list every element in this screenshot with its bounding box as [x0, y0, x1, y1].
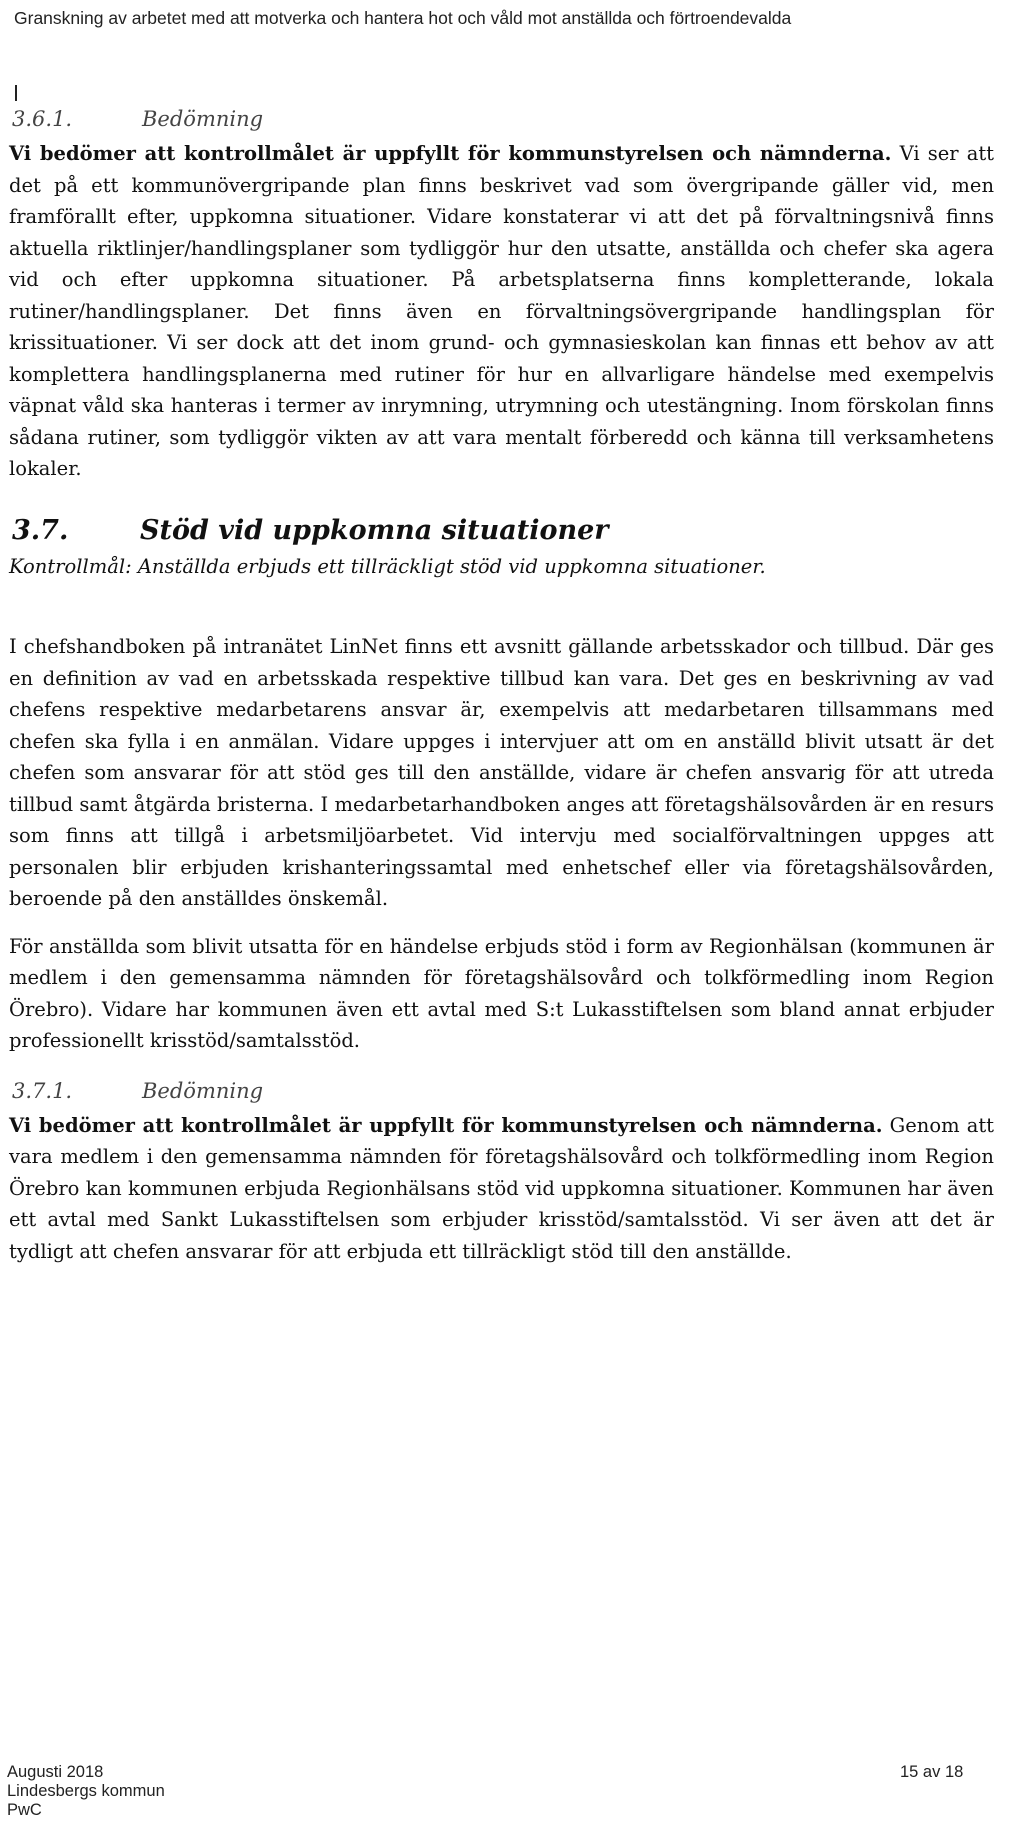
footer-organization: Lindesbergs kommun: [7, 1782, 165, 1800]
verdict-text: Vi bedömer att kontrollmålet är uppfyllt för kommunstyrelsen och nämnderna.: [9, 1113, 883, 1137]
section-title: Stöd vid uppkomna situationer: [140, 514, 609, 546]
page-number: 15 av 18: [900, 1763, 964, 1781]
section-heading-3-7: [9, 511, 994, 551]
subsection-title: Bedömning: [142, 107, 264, 131]
assessment-body: Vi ser att det på ett kommunövergripande plan finns beskrivet vad som övergripande gäller vid, men framförallt efter, uppkomna situationer. Vidare konstaterar vi att det på förvaltningsnivå finns aktuella riktlinjer/handlingsplaner som tydliggör hur den utsatte, anställda och chefer ska agera vid och efter uppkomna situationer. På arbetsplatserna finns kompletterande, lokala rutiner/handlingsplaner. Det finns även en förvaltningsövergripande handlingsplan för krissituationer. Vi ser dock att det inom grund- och gymnasieskolan kan finnas ett behov av att komplettera handlingsplanerna med rutiner för hur en allvarligare händelse med exempelvis väpnat våld ska hanteras i termer av inrymning, utrymning och utestängning. Inom förskolan finns sådana rutiner, som tydliggör vikten av att vara mentalt förberedd och känna till verksamhetens lokaler.: [9, 142, 995, 480]
subsection-number: 3.7.1.: [12, 1078, 73, 1103]
footer-date: Augusti 2018: [7, 1763, 104, 1781]
footer-left: [7, 1763, 165, 1820]
subsection-heading-3-6-1: [9, 104, 994, 134]
page-content: [9, 104, 994, 1267]
assessment-paragraph-3-6-1: [9, 138, 994, 485]
body-paragraph: För anställda som blivit utsatta för en händelse erbjuds stöd i form av Regionhälsan (kommunen är medlem i den gemensamma nämnden för företagshälsovård och tolkförmedling inom Region Örebro). Vidare har kommunen även ett avtal med S:t Lukasstiftelsen som bland annat erbjuder professionellt krisstöd/samtalsstöd.: [9, 934, 994, 1052]
section-number: 3.7.: [12, 514, 69, 546]
assessment-body: Genom att vara medlem i den gemensamma nämnden för företagshälsovård och tolkförmedling inom Region Örebro kan kommunen erbjuda Regionhälsans stöd vid uppkomna situationer. Kommunen har även ett avtal med Sankt Lukasstiftelsen som erbjuder krisstöd/samtalsstöd. Vi ser även att det är tydligt att chefen ansvarar för att erbjuda ett tillräckligt stöd till den anställde.: [9, 1113, 995, 1263]
footer-firm: PwC: [7, 1801, 42, 1819]
margin-mark: [15, 85, 17, 101]
subsection-heading-3-7-1: [9, 1076, 994, 1106]
subsection-title: Bedömning: [142, 1078, 264, 1103]
verdict-text: Vi bedömer att kontrollmålet är uppfyllt för kommunstyrelsen och nämnderna.: [9, 142, 892, 165]
body-paragraph: I chefshandboken på intranätet LinNet finns ett avsnitt gällande arbetsskador och tillbud. Där ges en definition av vad en arbetsskada respektive tillbud kan vara. Det ges en beskrivning av vad chefens respektive medarbetarens ansvar är, exempelvis att medarbetaren tillsammans med chefen ska fylla i en anmälan. Vidare uppges i intervjuer att om en anställd blivit utsatt är det chefen som ansvarar för att stöd ges till den anställde, vidare är chefen ansvarig för att utreda tillbud samt åtgärda bristerna. I medarbetarhandboken anges att företagshälsovården är en resurs som finns att tillgå i arbetsmiljöarbetet. Vid intervju med socialförvaltningen uppges att personalen blir erbjuden krishanteringssamtal med enhetschef eller via företagshälsovården, beroende på den anställdes önskemål.: [9, 635, 994, 910]
subsection-number: 3.6.1.: [12, 107, 73, 131]
assessment-paragraph-3-7-1: [9, 1110, 994, 1268]
control-objective: Kontrollmål: Anställda erbjuds ett tillräckligt stöd vid uppkomna situationer.: [9, 554, 766, 578]
running-header: Granskning av arbetet med att motverka och hantera hot och våld mot anställda och förtroendevalda: [14, 8, 792, 28]
